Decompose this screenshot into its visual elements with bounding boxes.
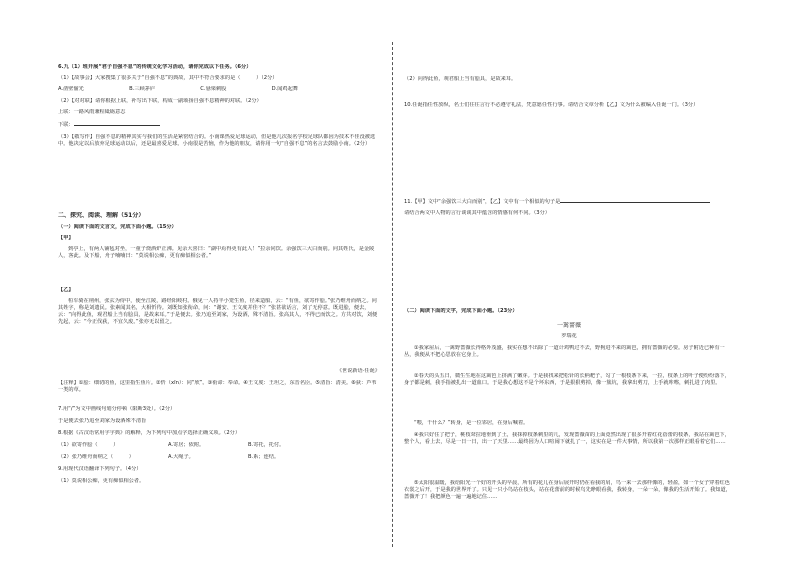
q6-2-lower-couplet: 下联： [58, 121, 380, 129]
yi-tag: 【乙】 [58, 287, 74, 293]
paragraph-3: “喂，干什么？”转身，是一位邻居，在身后喊着。 [414, 420, 529, 426]
paragraph-5: ⑤太阳很温暖，我给阳光一个好的开头的早晨，所有的花儿在身后展开时仍在看我的肩，鸟一来一去那样像的，轻盈，如一个女子穿着红色衣裳之后开，于是我的世界开了。只见一只小鸟站在枝头，站在花蕾前的时候鸟先睁眼看我，我转身，一朵一朵，像我的生活开始了。我知道，蔷薇开了！我把颜色一遍一遍地记住…… [404, 480, 731, 501]
left-column [58, 0, 380, 562]
answer-blank [560, 198, 710, 203]
q6-3: （3）【敬写作】自强不息的精神其实与我们的生活是紧密结合的。小南课热爱足球运动，但是他几次报名学校足球队都因为技术不佳没被选中。他决定以后放弃足球运动以后，还是最喜爱足球。小南很是苦恼，作为他的朋友，请你用一句“自强不息”的名言去鼓励小南。（2分） [58, 134, 376, 148]
q6-1-option-c: C.悬梁刺股 [200, 86, 227, 92]
q7: 7.用“/”为文中画线句划分停顿（限断3处）。（2分） [58, 406, 176, 412]
q6-1: （1）【故事会】大家搜集了很多关于“自强不息”的典故，其中不符合要求的是（ ）（2分） [58, 75, 278, 81]
jia-text: 到亭上，有两人铺毡对坐，一童子烧酒炉正沸。见余大喜曰：“湖中焉得更有此人！”拉余同饮。余强饮三大白而别。问其姓氏，是金陵人，客此。及下船，舟子喃喃曰：“莫说相公痴，更有痴似相公者。” [58, 246, 375, 260]
q8-1: （1）欲寄作脍（ ） A.寄居；依附。 B.寄托，托付。 [58, 442, 285, 448]
q9: 9.用现代汉语翻译下列句子。（4分） [58, 466, 142, 472]
yi-text: 桓车骑在荆州，张玄为侍中，使至江陵，路经阳岐村。俄见一人持半小笼生鱼，径来造船，云：“有鱼，欲寄作脍。”张乃维舟而纳之。问其姓字，称是刘遗民。张素闻其名，大相忻待。刘既知张衔命，问：“谢安、王文度并佳不？”张甚欲话言，刘了无停意。既进脍，便去，云：“向得此鱼，观君船上当有脍具，是故来耳。”于是便去。张乃追至刘家，为设酒，殊不清旨。张高其人，不得已而饮之。方共对饮，刘便先起，云：“今正伐荻，不宜久废。”张亦无以留之。 [58, 298, 378, 326]
q6-1-option-b: B.三顾茅庐 [129, 86, 156, 92]
q6-title: 6.九（1）班开展“君子自强不息”的传统文化学习活动，请你完成以下任务。（6分） [58, 64, 252, 70]
paragraph-2: ②春天的头五日，微生生地在这篱笆上挤满了嫩芽。于是我找来把松针的长柄耙子，勾了一根枝条下来，一拉，枝条上的叶子便纷纷落下，身子都是刺，我手指被扎出一道血口。于是我心想这不是个坏东西，于是狠狠剪掉，像一簇坑，我拿出剪刀，上手就咔嚓，刺扎进了肉里。 [404, 373, 730, 387]
q11-line-1: 11.【甲】文中“余强饮三大白而别”，【乙】文中有一个相似的句子是 [404, 198, 734, 206]
part-1-instruction: （一）阅读下面的文言文，完成下面小题。（15分） [58, 224, 177, 230]
q8-2: （2）张乃维舟而纳之（ ） A.大绳子。 B.系；连结。 [58, 454, 280, 460]
q10: 10.任诞指任性放纵，名士们往往言行不必遵守礼法，凭意愿任性行事。请结合文章分析【乙】文为什么被编入任诞一门。（3分） [404, 102, 699, 108]
right-column [404, 0, 734, 562]
q7-sentence: 于是便去张乃追至刘家为设酒殊不清旨 [58, 418, 147, 424]
annotation: 【注释】①脍：细切的鱼，这里指生鱼片。②忻（xīn）：同“欣”。③衔命：奉命。④王文度：王坦之，东晋名臣。⑤清旨：清美。⑥荻：芦苇一类的草。 [58, 380, 377, 394]
essay-author: 罗瑞花 [561, 333, 577, 339]
answer-blank [74, 121, 160, 126]
jia-tag: 【甲】 [58, 235, 74, 241]
section-2-title: 二、探究、阅读、理解（51分） [58, 212, 145, 219]
q9-1: （1）莫说相公痴，更有痴似相公者。 [58, 478, 145, 484]
q6-1-option-a: A.凿壁偷光 [58, 86, 84, 92]
essay-title: 一篱蔷薇 [556, 322, 581, 329]
q6-2-upper-couplet: 上联：一路风雨兼程砥砺意志 [58, 109, 126, 115]
part-2-instruction: （二）阅读下面的文字，完成下面小题。（23分） [404, 308, 518, 314]
column-divider [392, 42, 393, 547]
paragraph-1: ①我家屋后，一篱野蔷薇长得格外茂盛，我实在想不出除了一道计鸡鸭过不去，野狗进不来的篱笆，拥有蔷薇的必要。房子附近已种有一丛，我便从不把心思放在它身上。 [404, 345, 725, 359]
q11-line-2: 请结合两文中人物的言行谈谈其中蕴含的情感有何不同。（3分） [404, 210, 550, 216]
q9-2: （2）向得此鱼，观君船上当有脍具，是故来耳。 [404, 76, 517, 82]
q6-2: （2）【对对联】请你根据上联，补写出下联，构成一副颂扬自强不息精神的对联。（2分） [58, 98, 262, 104]
q8: 8.根据《古汉语常用字字典》的解释，为下列句中加点字选择正确义项。（2分） [58, 430, 241, 436]
q6-1-option-d: D.闻鸡起舞 [271, 86, 298, 92]
paragraph-4: ④我只好住了把子，桃枝耷拉地垂到了土，我抹掉枝条刺里的几，发现蔷薇苗的上面竟然出现了很多开着红花蓓蕾的枝条，我站在篱笆下，整个人，看上去，尽是一日一日，出一了天里……最终因为人口喧闹下就扎了一，这实在是一件大事情，所以我第一次那样正眼看着它们…… [404, 432, 730, 446]
q6-1-options [58, 86, 380, 93]
source: 《世说新语·任诞》 [336, 368, 380, 374]
